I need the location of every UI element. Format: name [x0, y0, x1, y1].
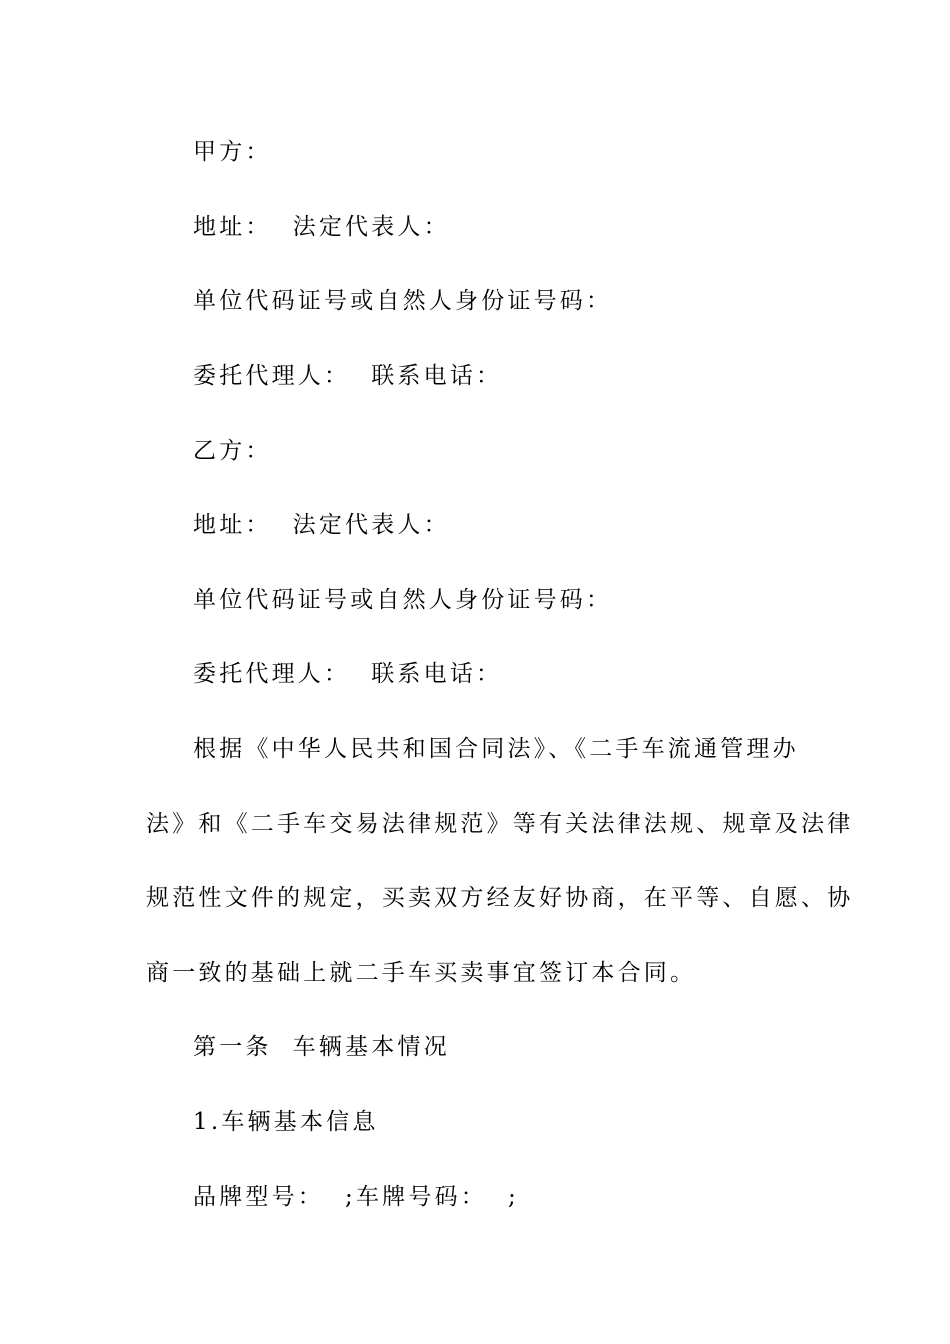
party-b-label: 乙方：: [193, 438, 272, 464]
party-a-id-line: 单位代码证号或自然人身份证号码：: [193, 288, 613, 314]
party-a-address-line: 地址： 法定代表人：: [193, 214, 450, 240]
party-b-address-line: 地址： 法定代表人：: [193, 512, 450, 538]
article-1-brand-line: 品牌型号： ;车牌号码： ;: [193, 1184, 519, 1210]
party-b-agent-line: 委托代理人： 联系电话：: [193, 661, 503, 687]
article-1-heading: 第一条 车辆基本情况: [193, 1034, 450, 1060]
article-1-subheading: 1.车辆基本信息: [193, 1109, 379, 1135]
preamble-line-1: 根据《中华人民共和国合同法》、《二手车流通管理办: [193, 736, 799, 762]
party-a-agent-line: 委托代理人： 联系电话：: [193, 363, 503, 389]
party-b-id-line: 单位代码证号或自然人身份证号码：: [193, 587, 613, 613]
preamble-line-4: 商一致的基础上就二手车买卖事宜签订本合同。: [146, 960, 697, 986]
preamble-line-2: 法》和《二手车交易法律规范》等有关法律法规、规章及法律: [146, 811, 854, 837]
party-a-label: 甲方：: [193, 139, 272, 165]
preamble-line-3: 规范性文件的规定，买卖双方经友好协商，在平等、自愿、协: [146, 885, 854, 911]
